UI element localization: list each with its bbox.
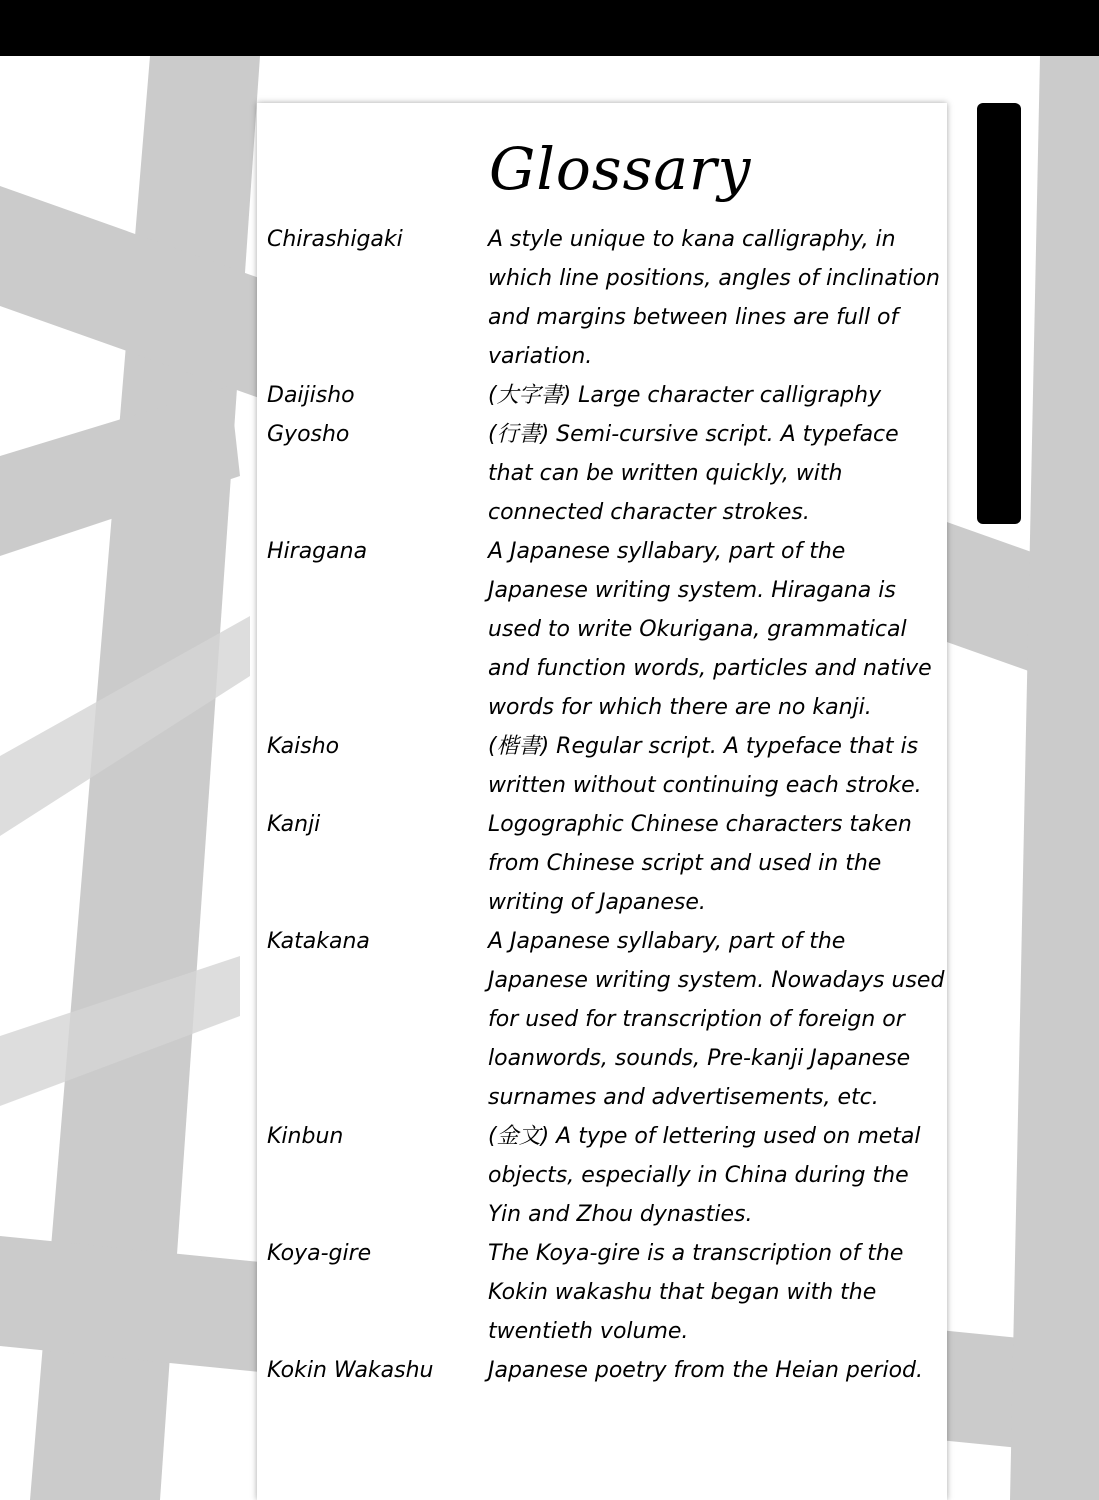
glossary-term: Chirashigaki [267,227,403,252]
glossary-entry [267,727,947,805]
brush-stroke [1010,56,1099,1500]
glossary-list [267,220,947,1390]
glossary-entry [267,532,947,727]
glossary-term: Koya-gire [267,1241,372,1266]
glossary-entry [267,922,947,1117]
glossary-definition: (金文) A type of lettering used on metal objects, especially in China during the Yin and Zhou dynasties. [488,1124,921,1227]
page-title: Glossary [489,135,752,203]
glossary-term: Kanji [267,812,321,837]
glossary-entry [267,376,947,415]
glossary-definition: A style unique to kana calligraphy, in which line positions, angles of inclination and margins between lines are full of variation. [488,227,940,369]
glossary-definition: (楷書) Regular script. A typeface that is written without continuing each stroke. [488,734,922,798]
glossary-definition: A Japanese syllabary, part of the Japanese writing system. Nowadays used for used for transcription of foreign or loanwords, sounds, Pre-kanji Japanese surnames and advertisements, etc. [488,929,945,1110]
glossary-entry [267,805,947,922]
glossary-term: Kinbun [267,1124,344,1149]
glossary-term: Daijisho [267,383,355,408]
glossary-page [257,103,947,1500]
glossary-entry [267,220,947,376]
glossary-entry [267,415,947,532]
glossary-term: Hiragana [267,539,368,564]
glossary-definition: (行書) Semi-cursive script. A typeface that can be written quickly, with connected character strokes. [488,422,899,525]
glossary-definition: A Japanese syllabary, part of the Japanese writing system. Hiragana is used to write Okurigana, grammatical and function words, particles and native words for which there are no kanji. [488,539,932,720]
glossary-term: Gyosho [267,422,350,447]
glossary-definition: Logographic Chinese characters taken from Chinese script and used in the writing of Japanese. [488,812,912,915]
glossary-term: Kaisho [267,734,340,759]
top-bar [0,0,1099,56]
glossary-definition: Japanese poetry from the Heian period. [488,1358,923,1383]
side-tab [977,103,1021,524]
glossary-entry [267,1351,947,1390]
glossary-entry [267,1234,947,1351]
glossary-term: Kokin Wakashu [267,1358,434,1383]
glossary-entry [267,1117,947,1234]
glossary-definition: (大字書) Large character calligraphy [488,383,882,408]
glossary-term: Katakana [267,929,370,954]
glossary-definition: The Koya-gire is a transcription of the Kokin wakashu that began with the twentieth volume. [488,1241,904,1344]
